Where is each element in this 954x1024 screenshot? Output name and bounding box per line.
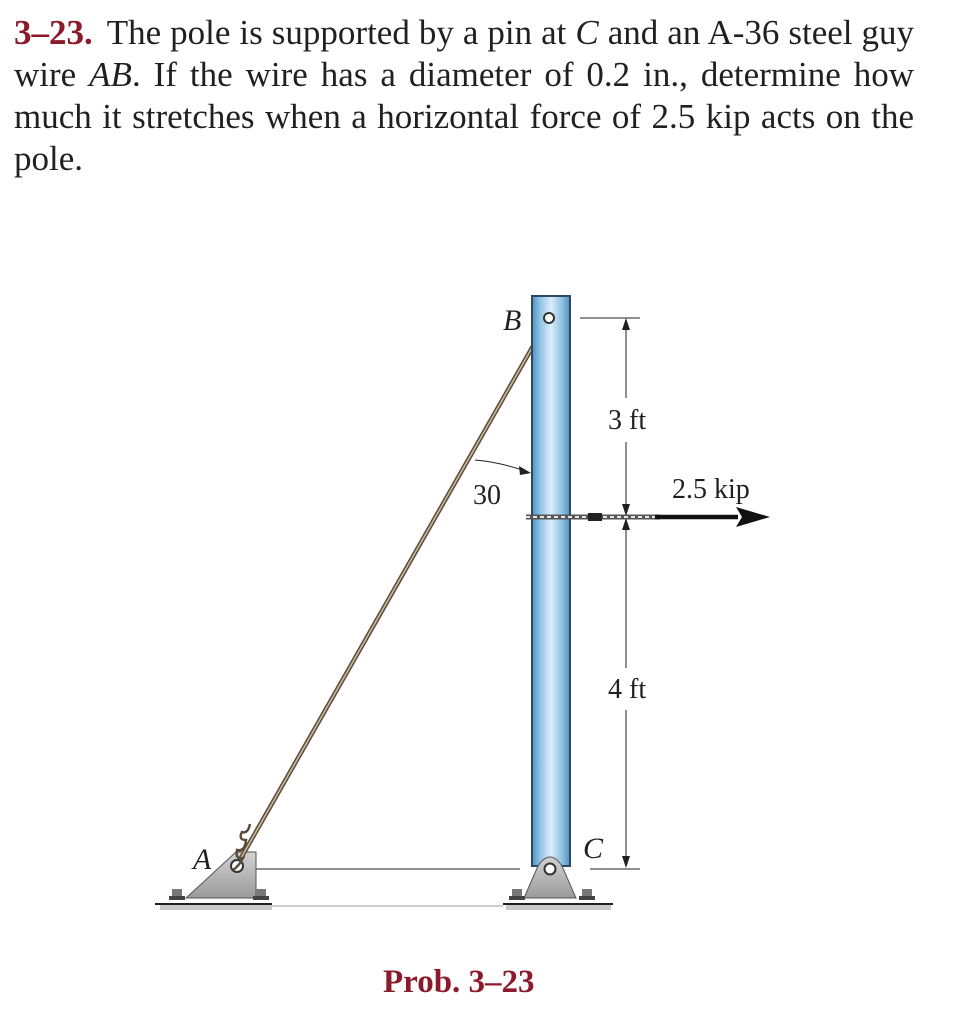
angle-arc	[475, 460, 531, 475]
problem-text-2: and an A-36 steel guy wire	[14, 13, 915, 94]
force-label: 2.5 kip	[672, 474, 750, 505]
problem-text-3: . If the wire has a diameter of 0.2 in., determine how much it stretches when a horizontal force of 2.5 kip acts on the pole.	[14, 55, 915, 178]
ground-right	[503, 904, 613, 910]
guy-wire-ab	[233, 318, 549, 870]
ground-left	[155, 904, 272, 910]
figure-caption: Prob. 3–23	[383, 964, 535, 1000]
bolt-icon	[509, 889, 525, 900]
problem-text-1: The pole is supported by a pin at	[106, 13, 567, 52]
dimension-lower-label: 4 ft	[608, 674, 647, 705]
pole	[532, 296, 570, 866]
anchor-a-bracket	[169, 852, 269, 900]
bolt-icon	[169, 889, 185, 900]
label-a: A	[193, 843, 212, 876]
label-b: B	[503, 304, 522, 337]
dimension-lines	[580, 318, 640, 869]
problem-number: 3–23.	[14, 13, 93, 52]
force-arrow-icon	[655, 507, 770, 527]
angle-label: 30	[473, 480, 501, 511]
label-c: C	[583, 832, 604, 865]
dimension-upper-label: 3 ft	[608, 405, 647, 436]
problem-point-c: C	[575, 13, 599, 52]
bolt-icon	[579, 889, 595, 900]
problem-wire-ab: AB	[89, 55, 132, 94]
pin-b-icon	[544, 313, 554, 323]
